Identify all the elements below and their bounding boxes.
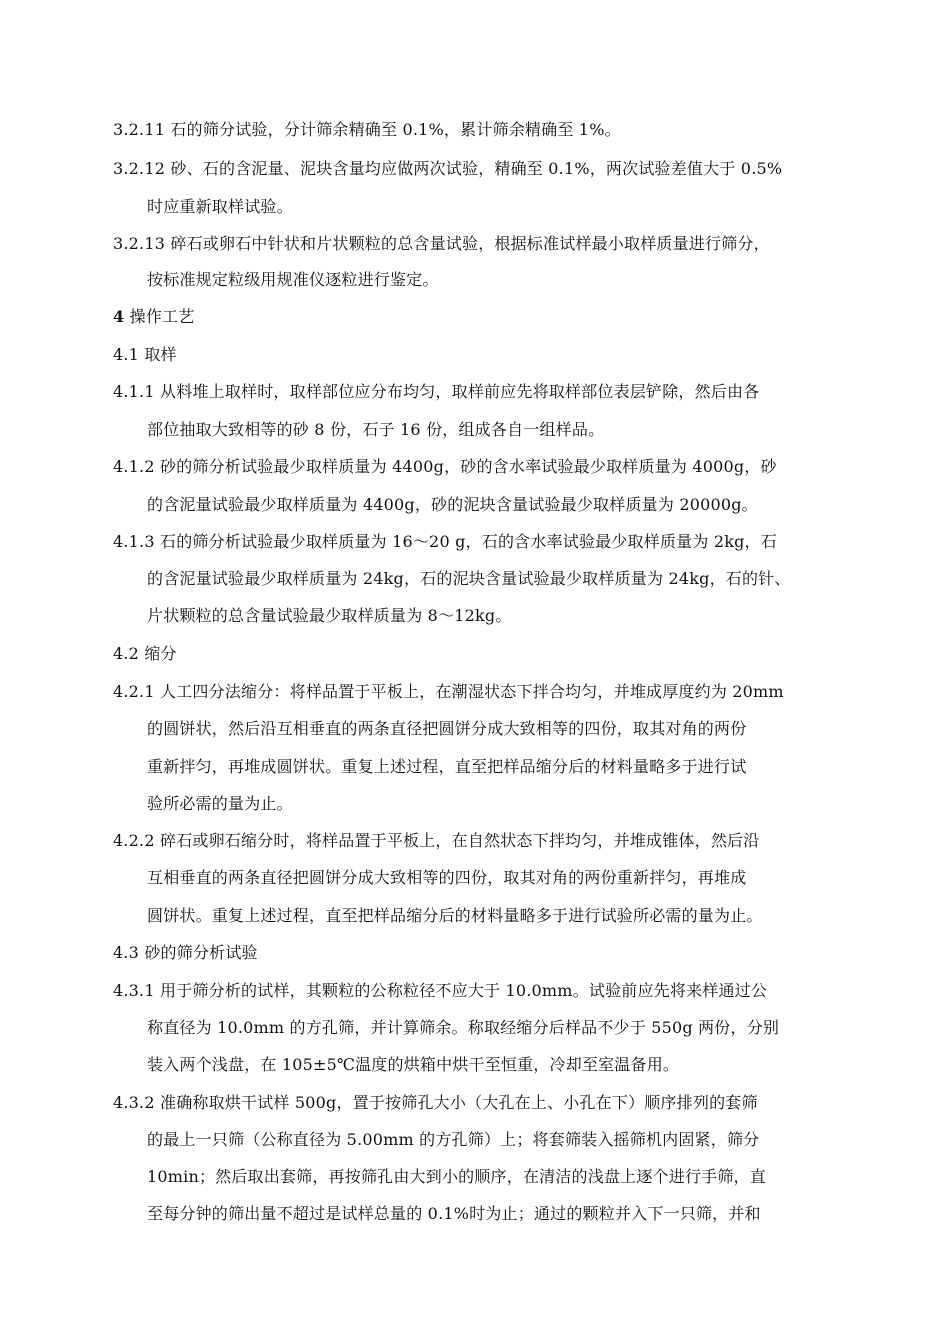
clause-text: 从料堆上取样时，取样部位应分布均匀，取样前应先将取样部位表层铲除，然后由各	[160, 382, 760, 401]
section-title: 操作工艺	[129, 307, 195, 326]
clause-number: 3.2.13	[113, 234, 166, 253]
clause-number: 4.2.2	[113, 831, 155, 850]
clause-text: 砂的筛分析试验最少取样质量为 4400g，砂的含水率试验最少取样质量为 4000g，砂	[160, 457, 777, 476]
clause-number: 3.2.12	[113, 159, 166, 178]
paragraph-4-3-1-cont-2: 装入两个浅盘，在 105±5℃温度的烘箱中烘干至恒重，冷却至室温备用。	[147, 1055, 680, 1074]
clause-text: 准确称取烘干试样 500g，置于按筛孔大小（大孔在上、小孔在下）顺序排列的套筛	[160, 1093, 758, 1112]
paragraph-4-2-1-cont-1: 的圆饼状，然后沿互相垂直的两条直径把圆饼分成大致相等的四份，取其对角的两份	[147, 719, 747, 738]
clause-text: 石的筛分析试验最少取样质量为 16～20 g，石的含水率试验最少取样质量为 2kg，石	[160, 532, 777, 551]
paragraph-4-1-1-cont: 部位抽取大致相等的砂 8 份，石子 16 份，组成各自一组样品。	[147, 420, 605, 439]
section-heading-4-3	[113, 943, 258, 963]
paragraph-4-3-1	[113, 981, 767, 1001]
section-title: 缩分	[144, 644, 177, 663]
paragraph-4-2-2-cont-1: 互相垂直的两条直径把圆饼分成大致相等的四份，取其对角的两份重新拌匀，再堆成	[147, 868, 747, 887]
clause-number: 4.1.1	[113, 382, 155, 401]
clause-number: 4.1.3	[113, 532, 155, 551]
paragraph-4-1-3-cont-2: 片状颗粒的总含量试验最少取样质量为 8～12kg。	[147, 606, 512, 625]
paragraph-4-3-2-cont-1: 的最上一只筛（公称直径为 5.00mm 的方孔筛）上；将套筛装入摇筛机内固紧，筛分	[147, 1130, 760, 1149]
clause-number: 4.3.2	[113, 1093, 155, 1112]
section-title: 取样	[144, 345, 177, 364]
clause-text: 碎石或卵石缩分时，将样品置于平板上，在自然状态下拌均匀，并堆成锥体，然后沿	[160, 831, 760, 850]
paragraph-4-2-2-cont-2: 圆饼状。重复上述过程，直至把样品缩分后的材料量略多于进行试验所必需的量为止。	[147, 906, 763, 925]
section-title: 砂的筛分析试验	[144, 943, 258, 962]
paragraph-4-1-2	[113, 457, 777, 477]
paragraph-4-1-1	[113, 382, 759, 402]
paragraph-4-2-2	[113, 831, 759, 851]
paragraph-4-2-1	[113, 682, 784, 702]
clause-number: 4.3.1	[113, 981, 155, 1000]
section-number: 4.1	[113, 345, 140, 364]
paragraph-4-3-2-cont-3: 至每分钟的筛出量不超过是试样总量的 0.1%时为止；通过的颗粒并入下一只筛，并和	[147, 1204, 761, 1223]
document-body	[113, 0, 861, 1344]
paragraph-3-2-12-cont: 时应重新取样试验。	[147, 197, 293, 216]
clause-number: 3.2.11	[113, 120, 166, 139]
section-heading-4-2	[113, 644, 177, 664]
section-number: 4.2	[113, 644, 140, 663]
paragraph-3-2-11	[113, 120, 621, 140]
clause-number: 4.2.1	[113, 682, 155, 701]
paragraph-4-1-3-cont-1: 的含泥量试验最少取样质量为 24kg，石的泥块含量试验最少取样质量为 24kg，石的针、	[147, 569, 791, 588]
paragraph-3-2-13-cont: 按标准规定粒级用规准仪逐粒进行鉴定。	[147, 270, 439, 289]
clause-number: 4.1.2	[113, 457, 155, 476]
clause-text: 用于筛分析的试样，其颗粒的公称粒径不应大于 10.0mm。试验前应先将来样通过公	[160, 981, 768, 1000]
clause-text: 人工四分法缩分：将样品置于平板上，在潮湿状态下拌合均匀，并堆成厚度约为 20mm	[160, 682, 784, 701]
paragraph-4-3-2-cont-2: 10min；然后取出套筛，再按筛孔由大到小的顺序，在清洁的浅盘上逐个进行手筛，直	[147, 1167, 766, 1186]
paragraph-4-2-1-cont-3: 验所必需的量为止。	[147, 794, 293, 813]
paragraph-3-2-12	[113, 159, 782, 179]
section-heading-4-1	[113, 345, 177, 365]
paragraph-4-3-2	[113, 1093, 758, 1113]
clause-text: 石的筛分试验，分计筛余精确至 0.1%，累计筛余精确至 1%。	[170, 120, 621, 139]
clause-text: 砂、石的含泥量、泥块含量均应做两次试验，精确至 0.1%，两次试验差值大于 0.5%	[170, 159, 783, 178]
paragraph-4-2-1-cont-2: 重新拌匀，再堆成圆饼状。重复上述过程，直至把样品缩分后的材料量略多于进行试	[147, 757, 747, 776]
section-number: 4.3	[113, 943, 140, 962]
paragraph-3-2-13	[113, 234, 770, 254]
clause-text: 碎石或卵石中针状和片状颗粒的总含量试验，根据标准试样最小取样质量进行筛分，	[170, 234, 770, 253]
section-heading-4	[113, 307, 194, 327]
paragraph-4-1-3	[113, 532, 777, 552]
paragraph-4-3-1-cont-1: 称直径为 10.0mm 的方孔筛，并计算筛余。称取经缩分后样品不少于 550g 两份，分别	[147, 1018, 780, 1037]
paragraph-4-1-2-cont: 的含泥量试验最少取样质量为 4400g，砂的泥块含量试验最少取样质量为 20000g。	[147, 495, 758, 514]
section-number: 4	[113, 307, 125, 326]
